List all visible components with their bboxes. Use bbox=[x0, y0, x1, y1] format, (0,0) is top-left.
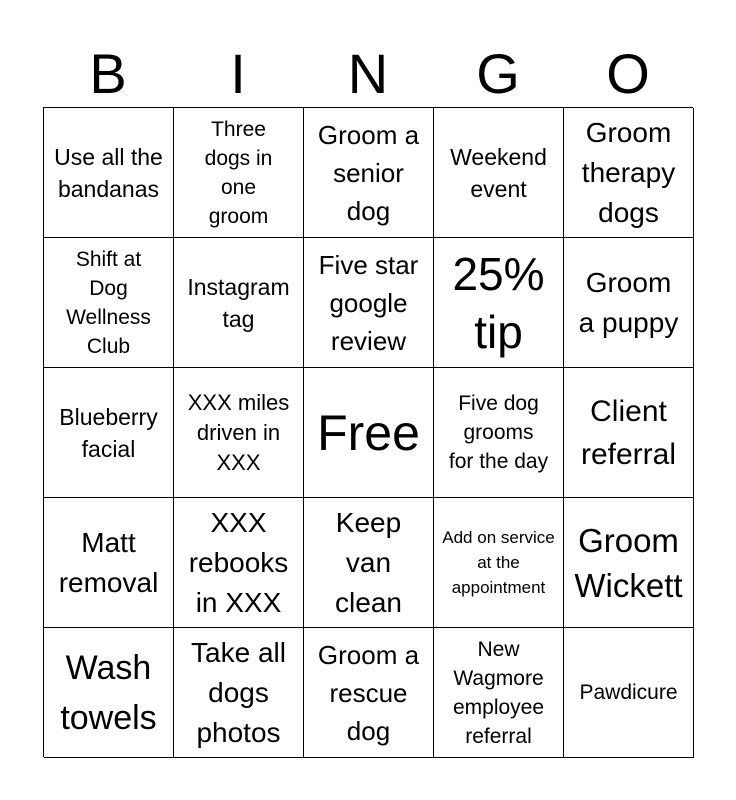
bingo-cell[interactable] bbox=[564, 368, 694, 498]
cell-text: Groom therapy dogs bbox=[581, 116, 676, 228]
bingo-cell[interactable] bbox=[564, 108, 694, 238]
cell-text: 25% tip bbox=[452, 247, 545, 358]
cell-text: Groom a senior dog bbox=[317, 119, 420, 226]
bingo-cell[interactable] bbox=[44, 628, 174, 758]
header-letter-o: O bbox=[606, 42, 650, 105]
bingo-cell[interactable] bbox=[174, 628, 304, 758]
bingo-cell[interactable] bbox=[174, 108, 304, 238]
bingo-cell[interactable] bbox=[174, 368, 304, 498]
bingo-cell[interactable] bbox=[434, 108, 564, 238]
cell-text: Weekend event bbox=[450, 143, 547, 202]
bingo-cell[interactable] bbox=[44, 498, 174, 628]
bingo-cell[interactable] bbox=[44, 368, 174, 498]
bingo-cell[interactable] bbox=[174, 498, 304, 628]
cell-text: Three dogs in one groom bbox=[204, 117, 273, 228]
header-letter-b: B bbox=[89, 42, 127, 105]
bingo-cell[interactable] bbox=[564, 628, 694, 758]
bingo-cell[interactable] bbox=[304, 498, 434, 628]
cell-text: Take all dogs photos bbox=[191, 636, 286, 748]
header-letter-g: G bbox=[476, 42, 520, 105]
cell-text: Blueberry facial bbox=[59, 403, 158, 462]
bingo-cell[interactable] bbox=[304, 628, 434, 758]
cell-text: Add on service at the appointment bbox=[442, 528, 555, 597]
cell-text: Groom Wickett bbox=[574, 521, 683, 604]
bingo-cell[interactable] bbox=[304, 368, 434, 498]
cell-text: Client referral bbox=[580, 394, 677, 471]
bingo-cell[interactable] bbox=[434, 498, 564, 628]
bingo-grid bbox=[43, 107, 693, 757]
bingo-cell[interactable] bbox=[304, 238, 434, 368]
cell-text: Matt removal bbox=[58, 526, 159, 598]
cell-text: Groom a puppy bbox=[578, 266, 679, 338]
cell-text: Use all the bandanas bbox=[54, 143, 163, 202]
bingo-header bbox=[43, 40, 693, 108]
header-letter-i: I bbox=[230, 42, 246, 105]
cell-text: Shift at Dog Wellness Club bbox=[66, 247, 151, 358]
bingo-cell[interactable] bbox=[304, 108, 434, 238]
cell-text: XXX miles driven in XXX bbox=[187, 389, 290, 475]
cell-text: Pawdicure bbox=[579, 681, 678, 704]
bingo-cell[interactable] bbox=[434, 368, 564, 498]
cell-text: New Wagmore employee referral bbox=[452, 637, 545, 748]
bingo-cell[interactable] bbox=[564, 498, 694, 628]
bingo-cell[interactable] bbox=[44, 238, 174, 368]
bingo-cell[interactable] bbox=[434, 628, 564, 758]
bingo-cell[interactable] bbox=[174, 238, 304, 368]
header-letter-n: N bbox=[347, 42, 389, 105]
bingo-cell[interactable] bbox=[434, 238, 564, 368]
cell-text: XXX rebooks in XXX bbox=[188, 506, 289, 618]
bingo-cell[interactable] bbox=[44, 108, 174, 238]
cell-text: Wash towels bbox=[60, 648, 157, 737]
cell-text: Instagram tag bbox=[187, 273, 290, 332]
cell-text: Five dog grooms for the day bbox=[448, 392, 549, 473]
cell-text: Groom a rescue dog bbox=[317, 639, 420, 746]
cell-text: Five star google review bbox=[318, 249, 419, 356]
cell-text: Free bbox=[317, 404, 420, 461]
cell-text: Keep van clean bbox=[335, 506, 402, 618]
bingo-cell[interactable] bbox=[564, 238, 694, 368]
